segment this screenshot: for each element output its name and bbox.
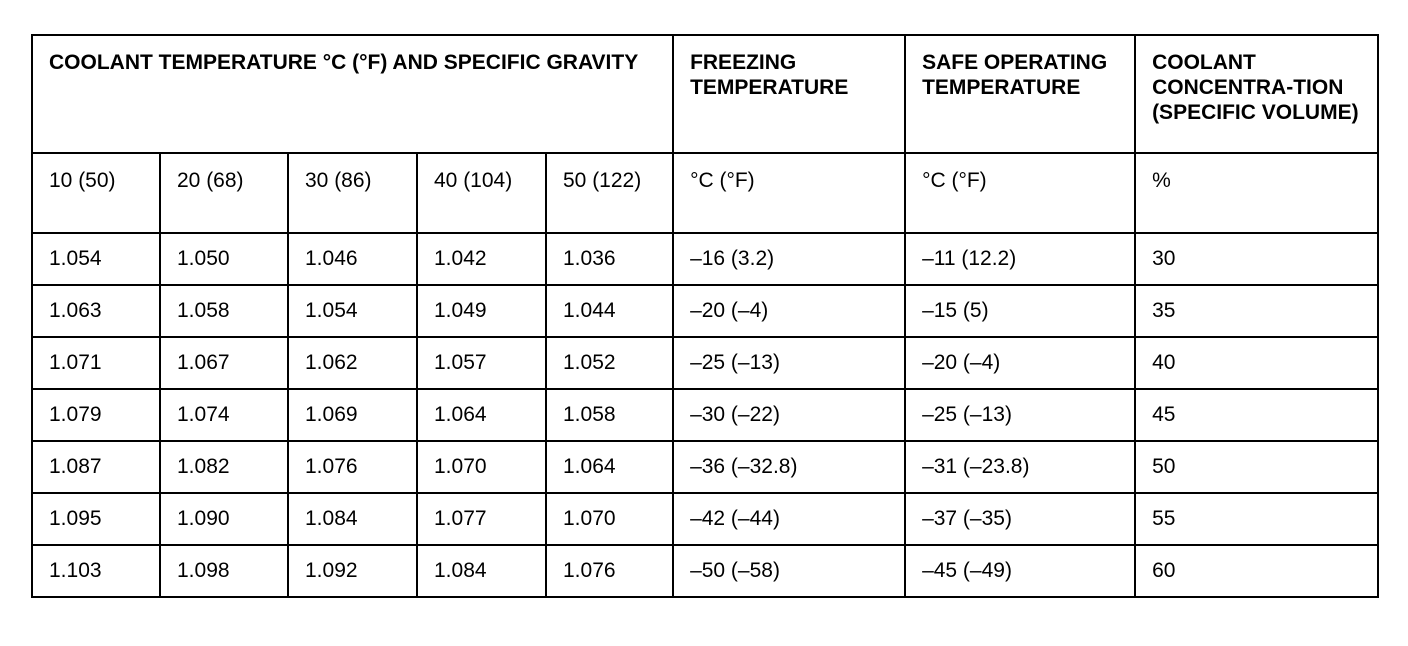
table-cell: 1.049 xyxy=(417,285,546,337)
table-row xyxy=(32,233,1378,285)
table-cell: –37 (–35) xyxy=(905,493,1135,545)
table-cell: 1.064 xyxy=(546,441,673,493)
table-cell: 45 xyxy=(1135,389,1378,441)
table-cell: 60 xyxy=(1135,545,1378,597)
table-row xyxy=(32,441,1378,493)
header-safe-operating-temperature: SAFE OPERATING TEMPERATURE xyxy=(905,35,1135,153)
table-cell: 1.103 xyxy=(32,545,160,597)
table-cell: 1.071 xyxy=(32,337,160,389)
table-cell: 1.058 xyxy=(546,389,673,441)
table-cell: –25 (–13) xyxy=(905,389,1135,441)
table-cell: –31 (–23.8) xyxy=(905,441,1135,493)
table-cell: 1.076 xyxy=(288,441,417,493)
table-cell: 1.046 xyxy=(288,233,417,285)
table-cell: –11 (12.2) xyxy=(905,233,1135,285)
header-row xyxy=(32,35,1378,153)
table-cell: 1.036 xyxy=(546,233,673,285)
table-cell: 1.070 xyxy=(417,441,546,493)
table-cell: –45 (–49) xyxy=(905,545,1135,597)
table-cell: 1.074 xyxy=(160,389,288,441)
table-cell: –42 (–44) xyxy=(673,493,905,545)
header-coolant-temperature: COOLANT TEMPERATURE °C (°F) AND SPECIFIC GRAVITY xyxy=(32,35,673,153)
table-cell: 50 xyxy=(1135,441,1378,493)
table-cell: –20 (–4) xyxy=(905,337,1135,389)
table-cell: 1.054 xyxy=(32,233,160,285)
table-cell: 1.052 xyxy=(546,337,673,389)
table-row xyxy=(32,493,1378,545)
table-cell: 1.092 xyxy=(288,545,417,597)
table-cell: 1.067 xyxy=(160,337,288,389)
table-cell: 1.069 xyxy=(288,389,417,441)
table-row xyxy=(32,337,1378,389)
subheader-freezing-unit: °C (°F) xyxy=(673,153,905,233)
table-row xyxy=(32,545,1378,597)
subheader-temp-40: 40 (104) xyxy=(417,153,546,233)
table-cell: 1.064 xyxy=(417,389,546,441)
subheader-concentration-unit: % xyxy=(1135,153,1378,233)
subheader-temp-10: 10 (50) xyxy=(32,153,160,233)
table-cell: 40 xyxy=(1135,337,1378,389)
table-cell: 1.044 xyxy=(546,285,673,337)
coolant-spec-table xyxy=(31,34,1379,598)
table-cell: –15 (5) xyxy=(905,285,1135,337)
table-cell: 1.077 xyxy=(417,493,546,545)
table-cell: –16 (3.2) xyxy=(673,233,905,285)
subheader-temp-20: 20 (68) xyxy=(160,153,288,233)
table-row xyxy=(32,285,1378,337)
table-cell: 1.070 xyxy=(546,493,673,545)
table-cell: 1.095 xyxy=(32,493,160,545)
subheader-row xyxy=(32,153,1378,233)
table-cell: 55 xyxy=(1135,493,1378,545)
table-cell: 1.084 xyxy=(417,545,546,597)
table-cell: –36 (–32.8) xyxy=(673,441,905,493)
table-cell: 1.042 xyxy=(417,233,546,285)
subheader-temp-30: 30 (86) xyxy=(288,153,417,233)
table-cell: –30 (–22) xyxy=(673,389,905,441)
table-cell: 1.058 xyxy=(160,285,288,337)
table-cell: 1.098 xyxy=(160,545,288,597)
table-cell: 1.063 xyxy=(32,285,160,337)
table-cell: 1.079 xyxy=(32,389,160,441)
table-cell: 1.082 xyxy=(160,441,288,493)
table-cell: –25 (–13) xyxy=(673,337,905,389)
table-cell: 1.084 xyxy=(288,493,417,545)
table-cell: 1.062 xyxy=(288,337,417,389)
table-cell: 1.054 xyxy=(288,285,417,337)
table-cell: –50 (–58) xyxy=(673,545,905,597)
table-cell: 1.087 xyxy=(32,441,160,493)
table-cell: 1.076 xyxy=(546,545,673,597)
header-freezing-temperature: FREEZING TEMPERATURE xyxy=(673,35,905,153)
table-cell: 1.090 xyxy=(160,493,288,545)
header-coolant-concentration: COOLANT CONCENTRA-TION (SPECIFIC VOLUME) xyxy=(1135,35,1378,153)
table-cell: 1.050 xyxy=(160,233,288,285)
table-cell: 30 xyxy=(1135,233,1378,285)
table-cell: –20 (–4) xyxy=(673,285,905,337)
table-row xyxy=(32,389,1378,441)
subheader-temp-50: 50 (122) xyxy=(546,153,673,233)
subheader-safe-unit: °C (°F) xyxy=(905,153,1135,233)
table-cell: 35 xyxy=(1135,285,1378,337)
table-cell: 1.057 xyxy=(417,337,546,389)
